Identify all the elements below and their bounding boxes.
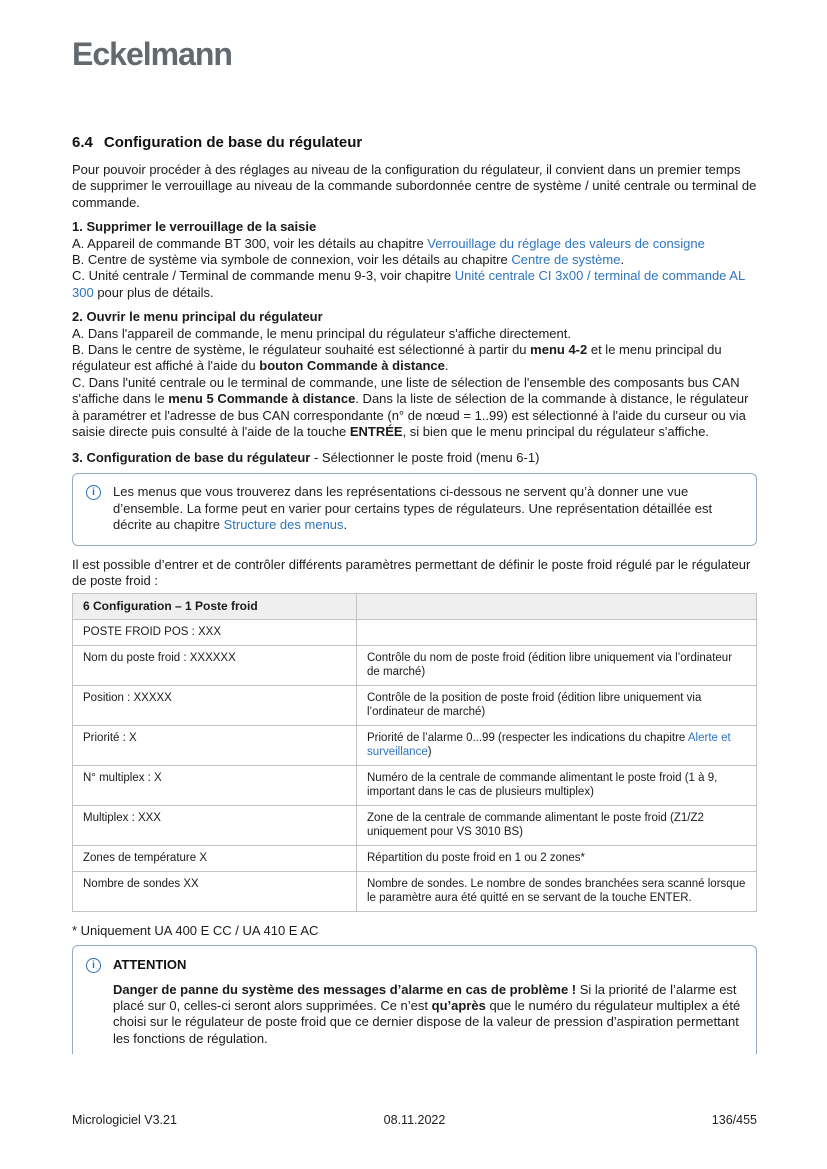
param-cell: Multiplex : XXX <box>73 805 357 845</box>
info-note-box <box>72 473 757 546</box>
text-segment: 3. Configuration de base du régulateur <box>72 449 311 465</box>
step-3-title <box>72 450 757 466</box>
desc-cell <box>357 619 757 645</box>
text-segment: B. Centre de système via symbole de connexion, voir les détails au chapitre <box>72 252 512 268</box>
step-1-title: 1. Supprimer le verrouillage de la saisie <box>72 219 317 235</box>
text-segment: Danger de panne du système des messages d’alarme en cas de problème ! <box>113 981 577 997</box>
info-icon: i <box>86 485 101 500</box>
param-cell: N° multiplex : X <box>73 765 357 805</box>
text-segment: que le numéro du régulateur multiplex a été choisi sur le régulateur de poste froid que ce dernier dispose de la valeur de pression d’aspiration permettant les fonctions de régulation. <box>113 997 741 1046</box>
table-row <box>73 725 757 765</box>
desc-cell <box>357 765 757 805</box>
step-2-title: 2. Ouvrir le menu principal du régulateur <box>72 309 323 325</box>
step-1-line-b <box>72 252 757 268</box>
text-segment: C. Dans l'unité centrale ou le terminal de commande, une liste de sélection de l'ensemble des composants bus CAN s'affiche dans le <box>72 374 740 407</box>
step-1-line-c <box>72 268 757 301</box>
table-header-cell-empty <box>357 593 757 619</box>
text-segment: A. Dans l'appareil de commande, le menu principal du régulateur s'affiche directement. <box>72 325 571 341</box>
table-footnote: * Uniquement UA 400 E CC / UA 410 E AC <box>72 922 319 938</box>
param-cell: Nombre de sondes XX <box>73 871 357 911</box>
text-segment: . <box>444 358 449 374</box>
text-segment: A. Appareil de commande BT 300, voir les détails au chapitre <box>72 235 428 251</box>
desc-cell <box>357 871 757 911</box>
step-1-line-a <box>72 236 757 252</box>
text-segment: . Dans la liste de sélection de la commande à distance, le régulateur à paramétrer et l'adresse de bus CAN correspondante (n° de nœud = 1..99) est sélectionné à l'aide du curseur ou via saisie directe puis consulté à l'aide de la touche <box>72 391 749 440</box>
chapter-link[interactable]: Verrouillage du réglage des valeurs de consigne <box>427 235 705 251</box>
text-segment: Nombre de sondes. Le nombre de sondes branchées sera scanné lorsque le paramètre aura été quitté en se servant de la touche ENTER. <box>367 877 746 904</box>
text-segment: Contrôle de la position de poste froid (édition libre uniquement via l’ordinateur de marché) <box>367 691 702 718</box>
param-cell: Position : XXXXX <box>73 685 357 725</box>
text-segment: pour plus de détails. <box>93 284 214 300</box>
table-row <box>73 845 757 871</box>
step-1 <box>72 219 757 301</box>
text-segment: , si bien que le menu principal du régulateur s'affiche. <box>402 424 710 440</box>
text-segment: Répartition du poste froid en 1 ou 2 zones* <box>367 851 586 864</box>
page-content <box>72 0 757 1054</box>
attention-box <box>72 945 757 1054</box>
info-note-text <box>113 484 742 534</box>
desc-cell <box>357 845 757 871</box>
table-header-cell: 6 Configuration – 1 Poste froid <box>73 593 357 619</box>
desc-cell <box>357 685 757 725</box>
table-row <box>73 619 757 645</box>
text-segment: Si la priorité de l’alarme est placé sur 0, celles-ci seront alors supprimées. Ce n’est <box>113 981 737 1013</box>
attention-box-clip <box>72 945 757 1054</box>
text-segment: Les menus que vous trouverez dans les représentations ci-dessous ne servent qu’à donner une vue d’ensemble. La forme peut en varier pour certains types de régulateurs. Une représentation détaillée est décrite au chapitre <box>113 483 713 533</box>
param-cell: Nom du poste froid : XXXXXX <box>73 645 357 685</box>
text-segment: . <box>343 517 348 533</box>
text-segment: et le menu principal du régulateur est affiché à l'aide du <box>72 342 722 374</box>
configuration-table <box>72 593 757 912</box>
text-segment: Priorité de l’alarme 0...99 (respecter les indications du chapitre <box>367 731 688 744</box>
step-2-line-a <box>72 326 757 342</box>
eckelmann-logo: Eckelmann <box>72 36 232 72</box>
text-segment: ) <box>427 745 432 758</box>
text-segment: Numéro de la centrale de commande alimentant le poste froid (1 à 9, important dans le cas de plusieurs multiplex) <box>367 771 718 798</box>
chapter-link[interactable]: Unité centrale CI 3x00 / terminal de commande AL 300 <box>72 268 745 300</box>
desc-cell <box>357 725 757 765</box>
text-segment: . <box>620 252 625 268</box>
text-segment: ENTRÉE <box>349 424 403 440</box>
text-segment: menu 5 Commande à distance <box>168 391 356 407</box>
step-2-line-b <box>72 342 757 375</box>
intro-paragraph: Pour pouvoir procéder à des réglages au niveau de la configuration du régulateur, il convient dans un premier temps de supprimer le verrouillage au niveau de la commande subordonnée centre de système / unité centrale ou terminal de commande. <box>72 162 757 210</box>
table-header-row <box>73 593 757 619</box>
table-row <box>73 805 757 845</box>
chapter-link[interactable]: Centre de système <box>511 252 621 268</box>
text-segment: B. Dans le centre de système, le régulateur souhaité est sélectionné à partir du <box>72 342 531 358</box>
attention-header <box>86 957 742 973</box>
param-cell: Priorité : X <box>73 725 357 765</box>
table-row <box>73 871 757 911</box>
desc-cell <box>357 805 757 845</box>
desc-cell <box>357 645 757 685</box>
attention-body <box>113 982 742 1048</box>
chapter-link[interactable]: Structure des menus <box>223 517 344 533</box>
table-row <box>73 685 757 725</box>
section-title: Configuration de base du régulateur <box>103 134 363 151</box>
chapter-link[interactable]: Alerte et surveillance <box>367 731 731 758</box>
footer-version: Micrologiciel V3.21 <box>72 1113 177 1127</box>
page-footer <box>72 1113 757 1127</box>
text-segment: menu 4-2 <box>530 342 588 358</box>
step-2-line-c <box>72 375 757 441</box>
table-row <box>73 645 757 685</box>
section-heading <box>72 134 757 151</box>
text-segment: Zone de la centrale de commande alimentant le poste froid (Z1/Z2 uniquement pour VS 3010 BS) <box>367 811 704 838</box>
step-2 <box>72 309 757 440</box>
text-segment: - Sélectionner le poste froid (menu 6-1) <box>310 449 540 465</box>
parameters-intro-paragraph: Il est possible d’entrer et de contrôler différents paramètres permettant de définir le poste froid régulé par le régulateur de poste froid : <box>72 556 751 589</box>
table-row <box>73 765 757 805</box>
footer-page-number: 136/455 <box>711 1113 757 1127</box>
footer-date: 08.11.2022 <box>383 1113 446 1127</box>
section-number: 6.4 <box>72 134 93 151</box>
text-segment: bouton Commande à distance <box>259 358 445 374</box>
text-segment: qu’après <box>431 997 486 1013</box>
attention-title: ATTENTION <box>113 957 187 972</box>
text-segment: Contrôle du nom de poste froid (édition libre uniquement via l’ordinateur de marché) <box>367 651 733 678</box>
attention-info-icon: i <box>86 958 101 973</box>
param-cell: POSTE FROID POS : XXX <box>73 619 357 645</box>
param-cell: Zones de température X <box>73 845 357 871</box>
text-segment: C. Unité centrale / Terminal de commande menu 9-3, voir chapitre <box>72 268 455 284</box>
